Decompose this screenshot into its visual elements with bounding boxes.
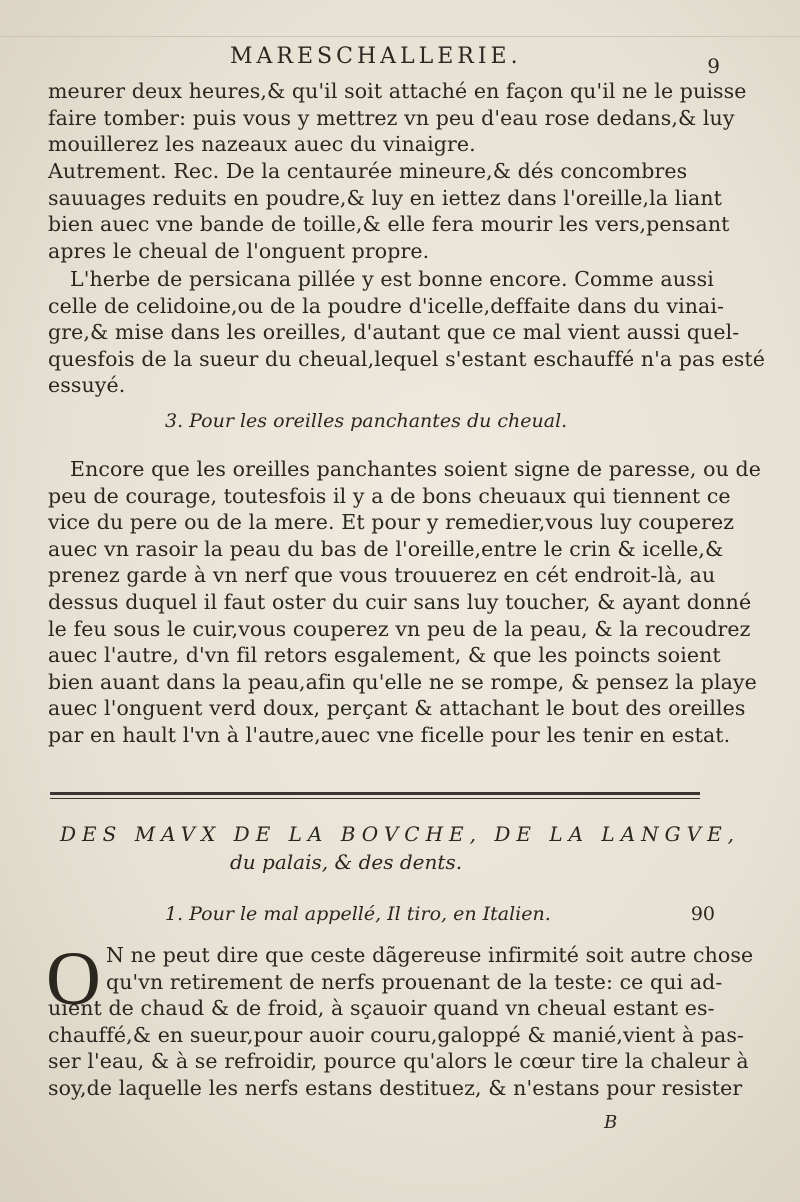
signature-mark: B [604,1112,618,1133]
text-line: auec vn rasoir la peau du bas de l'oreille,entre le crin & icelle,& [48,536,724,561]
text-line: auec l'onguent verd doux, perçant & attachant le bout des oreilles [48,696,746,721]
section-divider [50,792,700,795]
text-line: L'herbe de persicana pillée y est bonne encore. Comme aussi [70,267,714,291]
text-line: vice du pere ou de la mere. Et pour y remedier,vous luy couperez [48,510,735,535]
text-line: le feu sous le cuir,vous couperez vn peu de la peau, & la recoudrez [48,616,751,641]
text-line: prenez garde à vn nerf que vous trouuerez en cét endroit-là, au [48,563,716,588]
text-line: dessus duquel il faut oster du cuir sans luy toucher, & ayant donné [48,589,752,614]
text-line: bien auec vne bande de toille,& elle fera mourir les vers,pensant [48,212,730,237]
text-line: chauffé,& en sueur,pour auoir couru,galoppé & manié,vient à pas- [48,1022,744,1047]
text-line: peu de courage, toutesfois il y a de bons cheuaux qui tiennent ce [48,483,731,508]
section-heading-3: 3. Pour les oreilles panchantes du cheual. [165,410,568,432]
running-title: MARESCHALLERIE. [230,44,522,69]
section-divider-thin [50,798,700,799]
paragraph-4 [48,456,761,749]
text-line: gre,& mise dans les oreilles, d'autant que ce mal vient aussi quel- [48,320,740,345]
section-heading-1-label: 1. Pour le mal appellé, Il tiro, en Italien. [165,903,551,925]
text-line: ser l'eau, & à se refroidir, pource qu'alors le cœur tire la chaleur à [48,1049,749,1074]
page-edge-shadow [0,36,800,37]
text-line: essuyé. [48,373,126,398]
text-line: Encore que les oreilles panchantes soient signe de paresse, ou de [70,457,761,481]
text-line: faire tomber: puis vous y mettrez vn peu d'eau rose dedans,& luy [48,105,735,130]
text-line: qu'vn retirement de nerfs prouenant de la teste: ce qui ad- [106,969,723,994]
text-line: quesfois de la sueur du cheual,lequel s'estant eschauffé n'a pas esté [48,346,766,371]
paragraph-1 [48,78,747,158]
page-number: 9 [707,54,720,78]
text-line: mouillerez les nazeaux auec du vinaigre. [48,132,476,157]
text-line: meurer deux heures,& qu'il soit attaché en façon qu'il ne le puisse [48,79,747,103]
paragraph-3 [48,266,766,399]
text-line: par en hault l'vn à l'autre,auec vne ficelle pour les tenir en estat. [48,722,731,747]
text-line: celle de celidoine,ou de la poudre d'icelle,deffaite dans du vinai- [48,293,725,318]
paragraph-2 [48,158,730,264]
drop-cap: O [46,937,101,1021]
section-heading-1 [165,903,715,925]
text-line: sauuages reduits en poudre,& luy en iettez dans l'oreille,la liant [48,185,722,210]
text-line: auec l'autre, d'vn fil retors esgalement, & que les poincts soient [48,643,721,668]
text-line: Autrement. Rec. De la centaurée mineure,& dés concombres [48,159,688,183]
chapter-subheading: du palais, & des dents. [230,850,463,874]
text-line: bien auant dans la peau,afin qu'elle ne se rompe, & pensez la playe [48,669,757,694]
text-line: soy,de laquelle les nerfs estans destituez, & n'estans pour resister [48,1075,743,1100]
text-line: N ne peut dire que ceste dãgereuse infirmité soit autre chose [106,943,754,967]
chapter-heading: DES MAVX DE LA BOVCHE, DE LA LANGVE, [60,822,741,846]
paragraph-5-body [48,995,749,1101]
text-line: uient de chaud & de froid, à sçauoir quand vn cheual estant es- [48,996,715,1020]
paragraph-5-top [106,942,754,995]
marginal-number: 90 [690,903,715,925]
text-line: apres le cheual de l'onguent propre. [48,238,430,263]
